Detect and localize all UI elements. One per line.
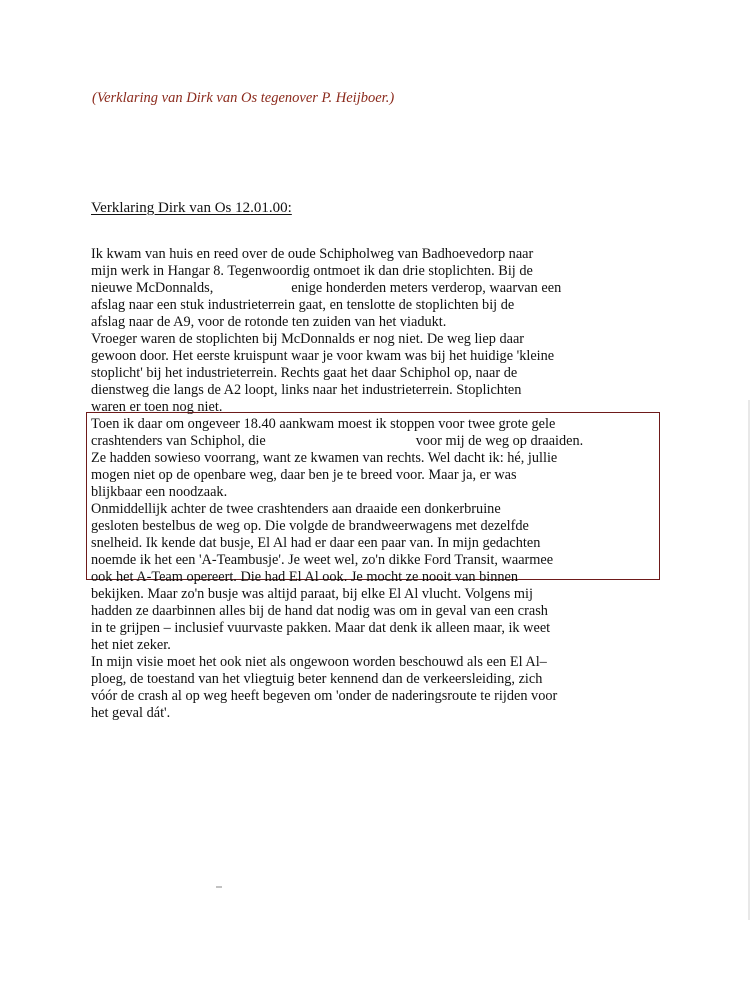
body-line: afslag naar de A9, voor de rotonde ten zuiden van het viadukt. <box>91 314 447 330</box>
body-line: het geval dát'. <box>91 705 171 721</box>
scan-speck <box>216 886 222 888</box>
body-line <box>91 280 561 297</box>
body-line: Toen ik daar om ongeveer 18.40 aankwam moest ik stoppen voor twee grote gele <box>91 416 556 432</box>
body-line: bekijken. Maar zo'n busje was altijd paraat, bij elke El Al vlucht. Volgens mij <box>91 586 533 602</box>
body-line: Vroeger waren de stoplichten bij McDonnalds er nog niet. De weg liep daar <box>91 331 525 347</box>
body-line: het niet zeker. <box>91 637 171 653</box>
body-line: Onmiddellijk achter de twee crashtenders aan draaide een donkerbruine <box>91 501 501 517</box>
redaction-blank <box>266 433 416 450</box>
body-line: gewoon door. Het eerste kruispunt waar je voor kwam was bij het huidige 'kleine <box>91 348 555 364</box>
body-line: mogen niet op de openbare weg, daar ben je te breed voor. Maar ja, er was <box>91 467 517 483</box>
body-line-part: enige honderden meters verderop, waarvan een <box>291 280 562 296</box>
body-line: Ik kwam van huis en reed over de oude Schipholweg van Badhoevedorp naar <box>91 246 534 262</box>
body-line: In mijn visie moet het ook niet als ongewoon worden beschouwd als een El Al– <box>91 654 547 670</box>
body-line: ploeg, de toestand van het vliegtuig beter kennend dan de verkeersleiding, zich <box>91 671 543 687</box>
body-line: ook het A-Team opereert. Die had El Al ook. Je mocht ze nooit van binnen <box>91 569 518 585</box>
body-line: in te grijpen – inclusief vuurvaste pakken. Maar dat denk ik alleen maar, ik weet <box>91 620 551 636</box>
body-line: vóór de crash al op weg heeft begeven om 'onder de naderingsroute te rijden voor <box>91 688 558 704</box>
redaction-blank <box>213 280 291 297</box>
body-line: Ze hadden sowieso voorrang, want ze kwamen van rechts. Wel dacht ik: hé, jullie <box>91 450 558 466</box>
body-line: stoplicht' bij het industrieterrein. Rechts gaat het daar Schiphol op, naar de <box>91 365 518 381</box>
body-line-part: voor mij de weg op draaiden. <box>415 433 584 449</box>
body-line: noemde ik het een 'A-Teambusje'. Je weet wel, zo'n dikke Ford Transit, waarmee <box>91 552 554 568</box>
document-title: Verklaring Dirk van Os 12.01.00: <box>91 200 292 216</box>
body-line: afslag naar een stuk industrieterrein gaat, en tenslotte de stoplichten bij de <box>91 297 515 313</box>
body-line: hadden ze daarbinnen alles bij de hand dat nodig was om in geval van een crash <box>91 603 548 619</box>
body-line: mijn werk in Hangar 8. Tegenwoordig ontmoet ik dan drie stoplichten. Bij de <box>91 263 533 279</box>
body-line: gesloten bestelbus de weg op. Die volgde de brandweerwagens met dezelfde <box>91 518 529 534</box>
body-line <box>91 433 583 450</box>
header-note: (Verklaring van Dirk van Os tegenover P. Heijboer.) <box>92 90 395 106</box>
body-line: waren er toen nog niet. <box>91 399 223 415</box>
body-line-part: crashtenders van Schiphol, die <box>91 433 266 449</box>
body-line: dienstweg die langs de A2 loopt, links naar het industrieterrein. Stoplichten <box>91 382 522 398</box>
body-line: blijkbaar een noodzaak. <box>91 484 228 500</box>
body-line: snelheid. Ik kende dat busje, El Al had er daar een paar van. In mijn gedachten <box>91 535 541 551</box>
body-line-part: nieuwe McDonnalds, <box>91 280 214 296</box>
